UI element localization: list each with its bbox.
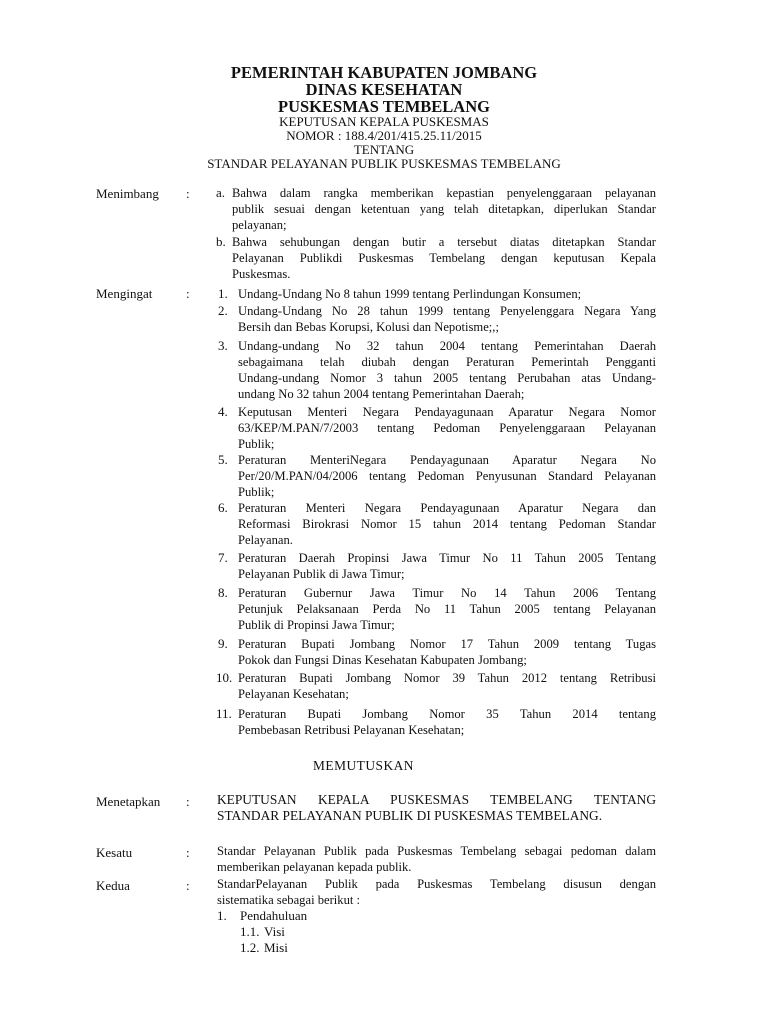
text-line: memberikan pelayanan kepada publik. <box>217 860 412 874</box>
text-line: Peraturan Bupati Jombang Nomor 39 Tahun 2012 tentang Retribusi <box>238 671 656 685</box>
text-line: Undang-undang Nomor 3 tahun 2005 tentang Perubahan atas Undang- <box>238 371 656 385</box>
text-line: Peraturan Gubernur Jawa Timur No 14 Tahun 2006 Tentang <box>238 586 656 600</box>
menetapkan-colon: : <box>186 794 190 809</box>
header-decree-number: NOMOR : 188.4/201/415.25.11/2015 <box>286 128 482 143</box>
text-line: Publik di Propinsi Jawa Timur; <box>238 618 395 632</box>
text-line: Pokok dan Fungsi Dinas Kesehatan Kabupaten Jombang; <box>238 653 527 667</box>
kedua-list-1-1-text: Visi <box>264 924 285 939</box>
kedua-list-1-1-marker: 1.1. <box>240 924 260 939</box>
menimbang-item-b <box>232 234 656 282</box>
mengingat-8-marker: 8. <box>218 585 228 600</box>
text-line: Petunjuk Pelaksanaan Perda No 11 Tahun 2005 tentang Pelayanan <box>238 602 656 616</box>
text-line: Pelayanan Kesehatan; <box>238 687 349 701</box>
text-line: Undang-Undang No 8 tahun 1999 tentang Perlindungan Konsumen; <box>238 287 582 301</box>
kedua-list-1-2-text: Misi <box>264 940 288 955</box>
text-line: Pelayanan. <box>238 533 293 547</box>
text-line: Pembebasan Retribusi Pelayanan Kesehatan; <box>238 723 465 737</box>
kesatu-text <box>217 843 656 875</box>
header-decree-title: KEPUTUSAN KEPALA PUSKESMAS <box>279 114 489 129</box>
menimbang-a-marker: a. <box>216 185 226 200</box>
kesatu-colon: : <box>186 845 190 860</box>
mengingat-item-3 <box>238 338 656 402</box>
text-line: Publik; <box>238 437 275 451</box>
mengingat-item-10 <box>238 670 656 702</box>
menetapkan-label: Menetapkan <box>96 794 161 809</box>
mengingat-item-9 <box>238 636 656 668</box>
text-line: Peraturan Menteri Negara Pendayagunaan Aparatur Negara dan <box>238 501 656 515</box>
text-line: sebagaimana telah diubah dengan Peraturan Pemerintah Pengganti <box>238 355 656 369</box>
kedua-label: Kedua <box>96 878 130 893</box>
kedua-colon: : <box>186 878 190 893</box>
text-line: Peraturan Daerah Propinsi Jawa Timur No 11 Tahun 2005 Tentang <box>238 551 656 565</box>
mengingat-item-7 <box>238 550 656 582</box>
text-line: Publik; <box>238 485 275 499</box>
text-line: 63/KEP/M.PAN/7/2003 tentang Pedoman Penyelenggaraan Pelayanan <box>238 421 656 435</box>
mengingat-item-2 <box>238 303 656 335</box>
text-line: Puskesmas. <box>232 267 291 281</box>
mengingat-7-marker: 7. <box>218 550 228 565</box>
text-line: publik sesuai dengan ketentuan yang telah ditetapkan, diperlukan Standar <box>232 202 656 216</box>
mengingat-10-marker: 10. <box>216 670 233 685</box>
text-line: Peraturan Bupati Jombang Nomor 35 Tahun 2014 tentang <box>238 707 656 721</box>
mengingat-item-5 <box>238 452 656 500</box>
header-subject: STANDAR PELAYANAN PUBLIK PUSKESMAS TEMBELANG <box>207 156 561 171</box>
text-line: pelayanan; <box>232 218 287 232</box>
text-line: undang No 32 tahun 2004 tentang Pemerintahan Daerah; <box>238 387 525 401</box>
kedua-list-1-2-marker: 1.2. <box>240 940 260 955</box>
menetapkan-text <box>217 792 656 824</box>
text-line: Peraturan Bupati Jombang Nomor 17 Tahun 2009 tentang Tugas <box>238 637 656 651</box>
menimbang-colon: : <box>186 186 190 201</box>
text-line: Undang-Undang No 28 tahun 1999 tentang Penyelenggara Negara Yang <box>238 304 656 318</box>
text-line: Per/20/M.PAN/04/2006 tentang Pedoman Penyusunan Standard Pelayanan <box>238 469 656 483</box>
menimbang-label: Menimbang <box>96 186 159 201</box>
text-line: Keputusan Menteri Negara Pendayagunaan Aparatur Negara Nomor <box>238 405 656 419</box>
text-line: Bahwa sehubungan dengan butir a tersebut diatas ditetapkan Standar <box>232 235 656 249</box>
mengingat-item-11 <box>238 706 656 738</box>
text-line: Pelayanan Publik di Jawa Timur; <box>238 567 405 581</box>
mengingat-1-marker: 1. <box>218 286 228 301</box>
mengingat-3-marker: 3. <box>218 338 228 353</box>
mengingat-colon: : <box>186 286 190 301</box>
kedua-text <box>217 876 656 908</box>
text-line: Reformasi Birokrasi Nomor 15 tahun 2014 tentang Pedoman Standar <box>238 517 656 531</box>
kesatu-label: Kesatu <box>96 845 133 860</box>
header-tentang: TENTANG <box>353 142 415 157</box>
kedua-list-1-marker: 1. <box>217 908 227 923</box>
header-puskesmas: PUSKESMAS TEMBELANG <box>278 97 490 116</box>
mengingat-4-marker: 4. <box>218 404 228 419</box>
kedua-list-1-text: Pendahuluan <box>240 908 308 923</box>
text-line: Peraturan MenteriNegara Pendayagunaan Aparatur Negara No <box>238 453 656 467</box>
text-line: Pelayanan Publikdi Puskesmas Tembelang dengan keputusan Kepala <box>232 251 656 265</box>
text-line: Bersih dan Bebas Korupsi, Kolusi dan Nepotisme;,; <box>238 320 499 334</box>
mengingat-6-marker: 6. <box>218 500 228 515</box>
text-line: Undang-undang No 32 tahun 2004 tentang Pemerintahan Daerah <box>238 339 656 353</box>
mengingat-label: Mengingat <box>96 286 153 301</box>
mengingat-5-marker: 5. <box>218 452 228 467</box>
header-government: PEMERINTAH KABUPATEN JOMBANG <box>230 63 538 82</box>
mengingat-item-1 <box>238 286 656 302</box>
memutuskan-heading: MEMUTUSKAN <box>313 758 414 773</box>
mengingat-item-6 <box>238 500 656 548</box>
text-line: Bahwa dalam rangka memberikan kepastian penyelenggaraan pelayanan <box>232 186 656 200</box>
text-line: STANDAR PELAYANAN PUBLIK DI PUSKESMAS TEMBELANG. <box>217 808 603 823</box>
text-line: KEPUTUSAN KEPALA PUSKESMAS TEMBELANG TENTANG <box>217 792 656 807</box>
text-line: Standar Pelayanan Publik pada Puskesmas Tembelang sebagai pedoman dalam <box>217 844 656 858</box>
text-line: StandarPelayanan Publik pada Puskesmas Tembelang disusun dengan <box>217 877 656 891</box>
header-department: DINAS KESEHATAN <box>305 80 463 99</box>
mengingat-item-8 <box>238 585 656 633</box>
mengingat-item-4 <box>238 404 656 452</box>
menimbang-b-marker: b. <box>216 234 226 249</box>
mengingat-11-marker: 11. <box>216 706 232 721</box>
menimbang-item-a <box>232 185 656 233</box>
mengingat-9-marker: 9. <box>218 636 228 651</box>
text-line: sistematika sebagai berikut : <box>217 893 361 907</box>
mengingat-2-marker: 2. <box>218 303 228 318</box>
